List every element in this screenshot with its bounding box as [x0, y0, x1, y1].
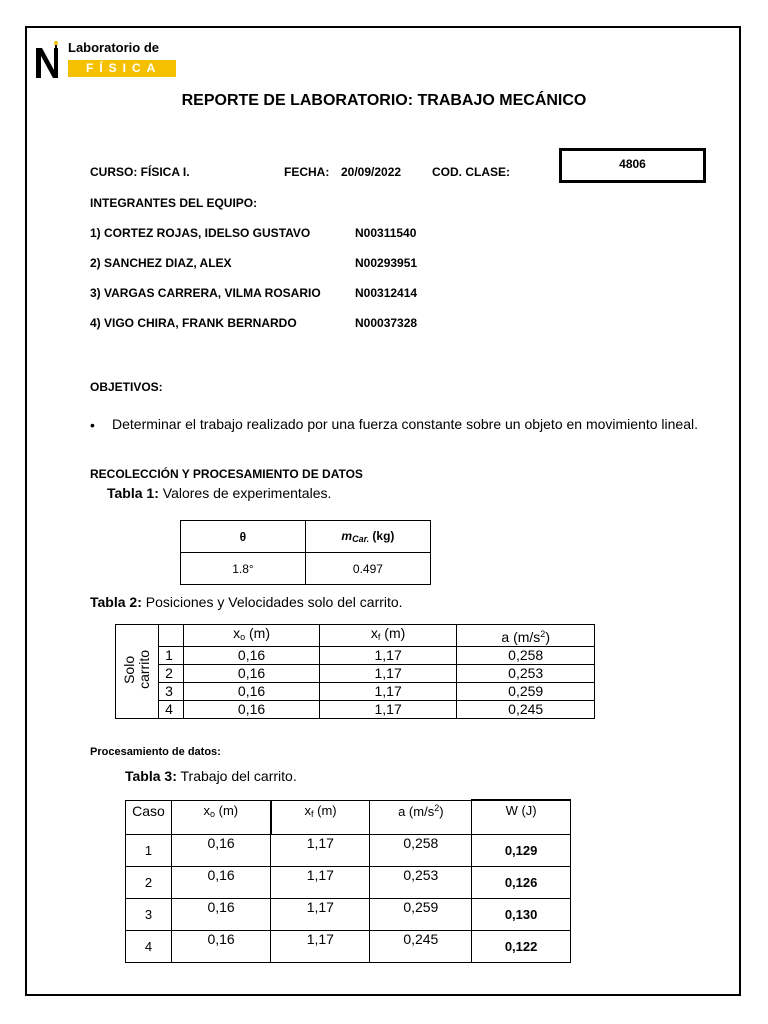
cell-x0: 0,16 [171, 867, 270, 899]
row-number: 2 [159, 665, 184, 683]
cell-xf: 1,17 [271, 835, 370, 867]
table-row [116, 683, 595, 701]
table2-header-a: a $(m/s^2)$ [457, 625, 595, 647]
table3-header-w: W (J) [472, 800, 571, 835]
cell-xf: 1,17 [319, 701, 457, 719]
cell-a: 0,258 [370, 835, 472, 867]
cell-a: 0,245 [457, 701, 595, 719]
table-row [126, 899, 571, 931]
university-logo-icon [34, 40, 62, 80]
cell-x0: 0,16 [171, 931, 270, 963]
logo-subtitle: FÍSICA [68, 60, 176, 77]
table2-corner-cell [159, 625, 184, 647]
section-heading: RECOLECCIÓN Y PROCESAMIENTO DE DATOS [90, 467, 363, 481]
cell-xf: 1,17 [319, 665, 457, 683]
objectives-heading: OBJETIVOS: [90, 380, 163, 394]
member-name: 2) SANCHEZ DIAZ, ALEX [90, 256, 232, 270]
table2-group-label: Solo carrito [116, 625, 159, 719]
table1-header-theta: θ [181, 521, 306, 553]
cell-w: 0,129 [472, 835, 571, 867]
table-row [126, 835, 571, 867]
cell-x0: 0,16 [171, 899, 270, 931]
cell-xf: 1,17 [271, 867, 370, 899]
cell-w: 0,130 [472, 899, 571, 931]
cell-w: 0,126 [472, 867, 571, 899]
class-code-label: COD. CLASE: [432, 165, 510, 179]
member-code: N00293951 [355, 256, 418, 270]
date-label: FECHA: [284, 165, 330, 179]
table-row [116, 701, 595, 719]
team-heading: INTEGRANTES DEL EQUIPO: [90, 196, 258, 210]
table2-header-x0: $x_o$ (m) [184, 625, 320, 647]
table3-caption: Tabla 3: Trabajo del carrito. [125, 768, 297, 784]
cell-caso: 1 [126, 835, 172, 867]
cell-xf: 1,17 [271, 931, 370, 963]
table3-header-caso: Caso [126, 800, 172, 835]
cell-caso: 2 [126, 867, 172, 899]
cell-w: 0,122 [472, 931, 571, 963]
course-label: CURSO: FÍSICA I. [90, 165, 190, 179]
date-value: 20/09/2022 [341, 165, 402, 179]
table3-header-xf: $x_f$ (m) [271, 800, 370, 835]
row-number: 1 [159, 647, 184, 665]
row-number: 4 [159, 701, 184, 719]
table-row [126, 867, 571, 899]
member-code: N00311540 [355, 226, 417, 240]
table1-cell: 0.497 [305, 553, 430, 585]
cell-caso: 4 [126, 931, 172, 963]
table2-caption: Tabla 2: Posiciones y Velocidades solo del carrito. [90, 594, 403, 610]
table3-header-x0: $x_o$ (m) [171, 800, 270, 835]
table1-cell: 1.8° [181, 553, 306, 585]
cell-a: 0,258 [457, 647, 595, 665]
cell-a: 0,259 [370, 899, 472, 931]
table2 [115, 624, 595, 719]
cell-x0: 0,16 [171, 835, 270, 867]
cell-xf: 1,17 [319, 683, 457, 701]
bullet-marker: • [90, 417, 95, 433]
cell-caso: 3 [126, 899, 172, 931]
table3-header-a: a $(m/s^2)$ [370, 800, 472, 835]
table2-header-xf: $x_f$ (m) [319, 625, 457, 647]
objective-item: Determinar el trabajo realizado por una fuerza constante sobre un objeto en movimiento lineal. [112, 416, 699, 432]
cell-a: 0,253 [457, 665, 595, 683]
member-name: 3) VARGAS CARRERA, VILMA ROSARIO [90, 286, 321, 300]
member-name: 1) CORTEZ ROJAS, IDELSO GUSTAVO [90, 226, 311, 240]
cell-x0: 0,16 [184, 647, 320, 665]
cell-x0: 0,16 [184, 683, 320, 701]
member-code: N00312414 [355, 286, 418, 300]
logo-title: Laboratorio de [68, 40, 160, 55]
processing-heading: Procesamiento de datos: [90, 746, 221, 758]
cell-xf: 1,17 [271, 899, 370, 931]
cell-x0: 0,16 [184, 701, 320, 719]
cell-a: 0,253 [370, 867, 472, 899]
cell-x0: 0,16 [184, 665, 320, 683]
cell-a: 0,245 [370, 931, 472, 963]
table1 [180, 520, 431, 585]
table3 [125, 799, 571, 963]
row-number: 3 [159, 683, 184, 701]
table-row [116, 647, 595, 665]
table-row [126, 931, 571, 963]
table1-caption: Tabla 1: Valores de experimentales. [107, 485, 332, 501]
page-title: REPORTE DE LABORATORIO: TRABAJO MECÁNICO [181, 92, 587, 109]
class-code-box: 4806 [559, 148, 706, 183]
member-name: 4) VIGO CHIRA, FRANK BERNARDO [90, 316, 297, 330]
cell-a: 0,259 [457, 683, 595, 701]
table1-header-mass: $m_{Car.}$ (kg) [305, 521, 430, 553]
cell-xf: 1,17 [319, 647, 457, 665]
member-code: N00037328 [355, 316, 418, 330]
table-row [116, 665, 595, 683]
